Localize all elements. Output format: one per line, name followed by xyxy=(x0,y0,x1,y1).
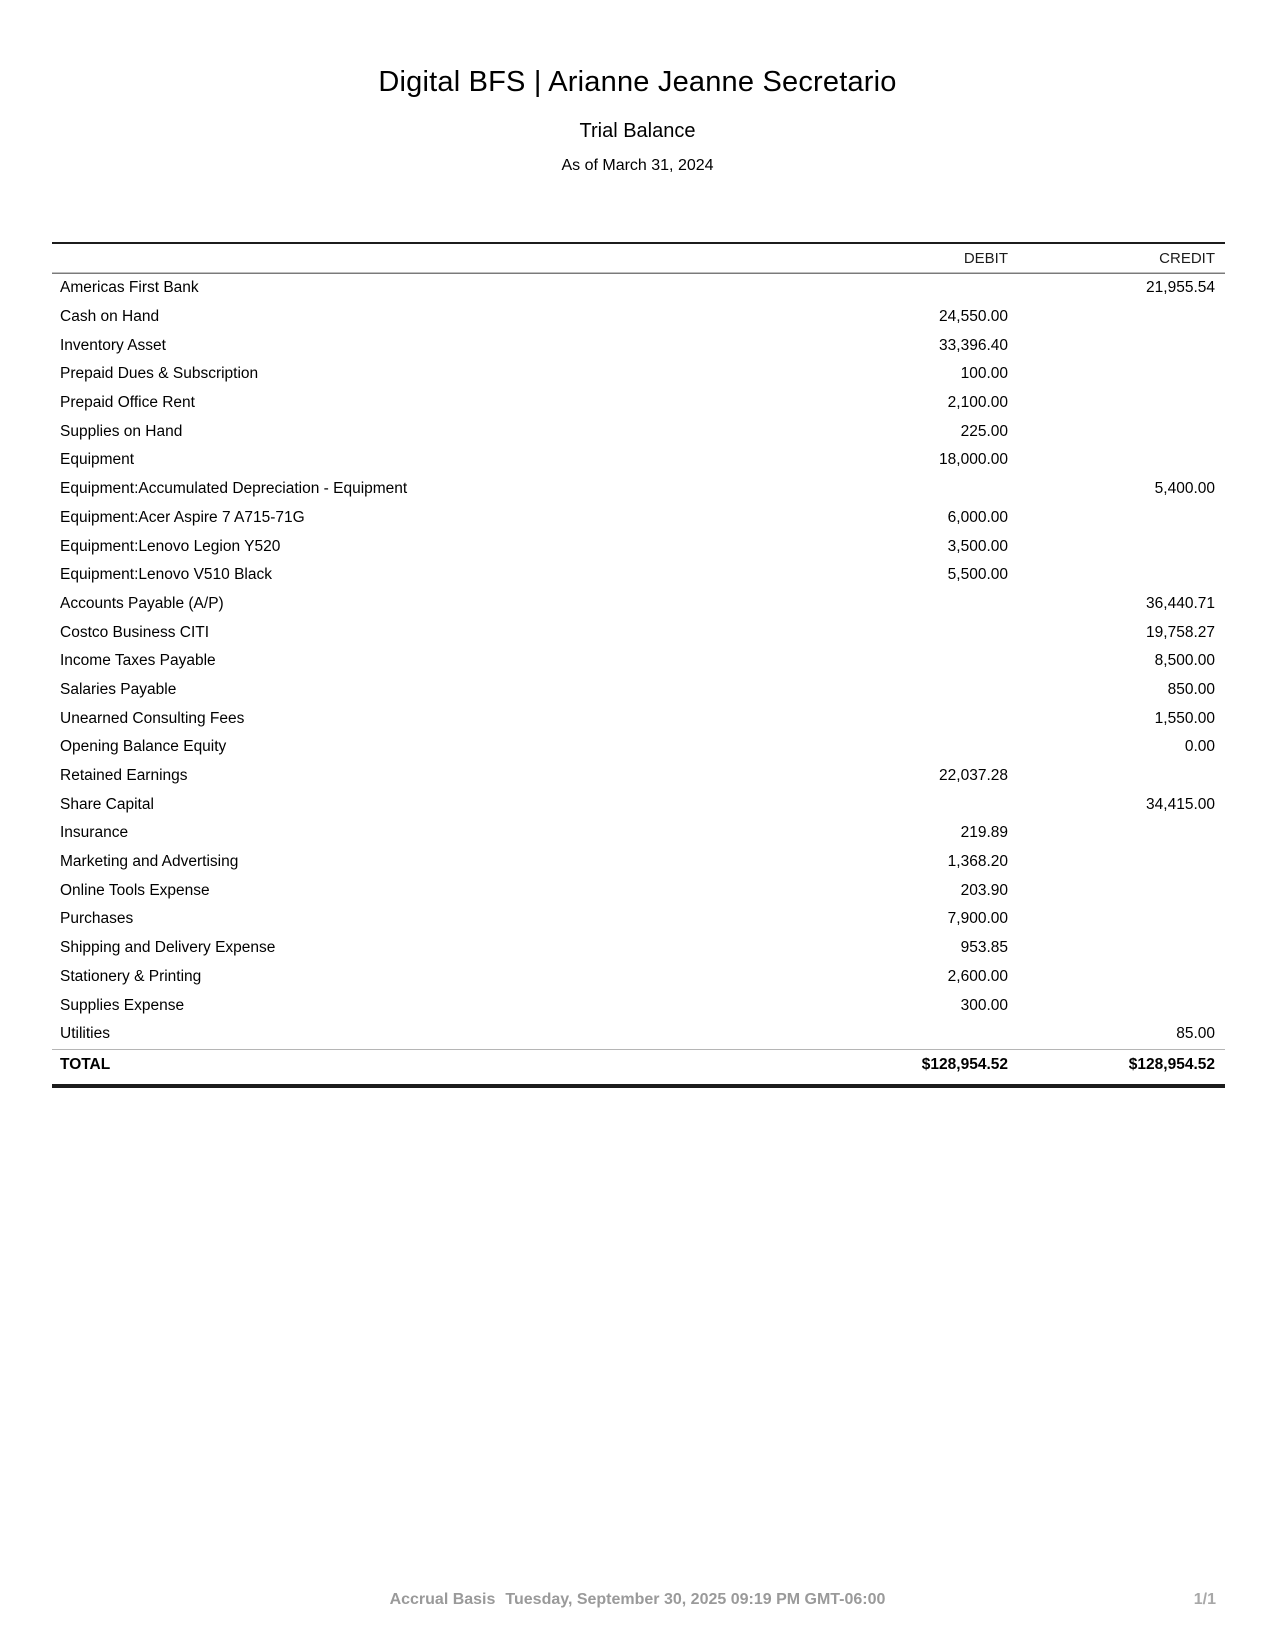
row-account: Utilities xyxy=(60,1025,110,1043)
row-credit: 21,955.54 xyxy=(1146,279,1215,297)
row-account: Equipment:Lenovo V510 Black xyxy=(60,566,272,584)
table-row xyxy=(52,590,1225,619)
row-debit: 18,000.00 xyxy=(939,451,1008,469)
table-header-row xyxy=(52,244,1225,272)
table-row xyxy=(52,733,1225,762)
row-credit: 5,400.00 xyxy=(1154,480,1215,498)
table-row xyxy=(52,561,1225,590)
row-account: Marketing and Advertising xyxy=(60,853,239,871)
table-row xyxy=(52,389,1225,418)
report-title: Trial Balance xyxy=(579,120,696,142)
row-credit: 850.00 xyxy=(1167,680,1215,698)
row-debit: 6,000.00 xyxy=(947,508,1008,526)
table-row xyxy=(52,647,1225,676)
row-account: Share Capital xyxy=(60,795,154,813)
header-debit: DEBIT xyxy=(963,249,1008,267)
table-body xyxy=(52,274,1225,1049)
row-account: Equipment:Accumulated Depreciation - Equipment xyxy=(60,480,408,498)
row-credit: 34,415.00 xyxy=(1146,795,1215,813)
table-total-row xyxy=(52,1050,1225,1080)
report-date-line: As of March 31, 2024 xyxy=(561,157,714,174)
row-account: Insurance xyxy=(60,824,129,842)
row-debit: 219.89 xyxy=(960,824,1008,842)
report-footer xyxy=(0,1588,1275,1612)
company-name: Digital BFS | Arianne Jeanne Secretario xyxy=(378,66,897,98)
total-credit: $128,954.52 xyxy=(1128,1055,1215,1073)
row-debit: 203.90 xyxy=(960,881,1008,899)
table-row xyxy=(52,532,1225,561)
row-account: Purchases xyxy=(60,910,134,928)
row-debit: 3,500.00 xyxy=(947,537,1008,555)
table-row xyxy=(52,676,1225,705)
row-account: Americas First Bank xyxy=(60,279,199,297)
table-row xyxy=(52,704,1225,733)
row-account: Stationery & Printing xyxy=(60,967,202,985)
row-debit: 2,600.00 xyxy=(947,967,1008,985)
row-account: Prepaid Office Rent xyxy=(60,394,195,412)
header-credit: CREDIT xyxy=(1159,249,1215,267)
table-row xyxy=(52,618,1225,647)
row-debit: 100.00 xyxy=(960,365,1008,383)
print-timestamp: Tuesday, September 30, 2025 09:19 PM GMT-06:00 xyxy=(505,1591,886,1608)
total-label: TOTAL xyxy=(60,1055,111,1073)
table-bottom-double-rule xyxy=(52,1084,1225,1088)
row-credit: 19,758.27 xyxy=(1146,623,1215,641)
table-row xyxy=(52,303,1225,332)
total-debit: $128,954.52 xyxy=(921,1055,1008,1073)
table-row xyxy=(52,504,1225,533)
table-row xyxy=(52,446,1225,475)
row-debit: 5,500.00 xyxy=(947,566,1008,584)
page-indicator: 1/1 xyxy=(1193,1591,1216,1608)
trial-balance-table xyxy=(52,242,1225,1088)
row-account: Accounts Payable (A/P) xyxy=(60,594,224,612)
row-credit: 85.00 xyxy=(1176,1025,1215,1043)
row-account: Salaries Payable xyxy=(60,680,177,698)
row-account: Shipping and Delivery Expense xyxy=(60,939,276,957)
row-debit: 953.85 xyxy=(960,939,1008,957)
row-credit: 8,500.00 xyxy=(1154,652,1215,670)
row-account: Equipment:Acer Aspire 7 A715-71G xyxy=(60,508,305,526)
row-account: Supplies on Hand xyxy=(60,422,183,440)
row-account: Prepaid Dues & Subscription xyxy=(60,365,259,383)
table-row xyxy=(52,905,1225,934)
table-row xyxy=(52,991,1225,1020)
table-row xyxy=(52,274,1225,303)
row-debit: 2,100.00 xyxy=(947,394,1008,412)
table-row xyxy=(52,934,1225,963)
row-account: Equipment xyxy=(60,451,135,469)
row-account: Supplies Expense xyxy=(60,996,185,1014)
footer-text xyxy=(0,1588,1275,1612)
table-row xyxy=(52,790,1225,819)
row-debit: 300.00 xyxy=(960,996,1008,1014)
row-account: Retained Earnings xyxy=(60,767,188,785)
row-account: Income Taxes Payable xyxy=(60,652,216,670)
table-row xyxy=(52,1020,1225,1049)
row-account: Costco Business CITI xyxy=(60,623,210,641)
table-row xyxy=(52,819,1225,848)
table-row xyxy=(52,360,1225,389)
row-credit: 1,550.00 xyxy=(1154,709,1215,727)
row-account: Opening Balance Equity xyxy=(60,738,227,756)
row-debit: 24,550.00 xyxy=(939,308,1008,326)
row-debit: 22,037.28 xyxy=(939,767,1008,785)
accounting-basis: Accrual Basis xyxy=(389,1591,496,1608)
row-account: Inventory Asset xyxy=(60,336,166,354)
row-account: Unearned Consulting Fees xyxy=(60,709,245,727)
table-row xyxy=(52,417,1225,446)
row-account: Cash on Hand xyxy=(60,308,160,326)
row-credit: 36,440.71 xyxy=(1146,594,1215,612)
report-header xyxy=(0,0,1275,176)
table-row xyxy=(52,331,1225,360)
row-debit: 7,900.00 xyxy=(947,910,1008,928)
row-debit: 1,368.20 xyxy=(947,853,1008,871)
row-account: Equipment:Lenovo Legion Y520 xyxy=(60,537,281,555)
table-row xyxy=(52,762,1225,791)
row-debit: 33,396.40 xyxy=(939,336,1008,354)
row-account: Online Tools Expense xyxy=(60,881,210,899)
table-row xyxy=(52,876,1225,905)
table-row xyxy=(52,848,1225,877)
row-credit: 0.00 xyxy=(1184,738,1215,756)
row-debit: 225.00 xyxy=(960,422,1008,440)
table-row xyxy=(52,963,1225,992)
table-row xyxy=(52,475,1225,504)
